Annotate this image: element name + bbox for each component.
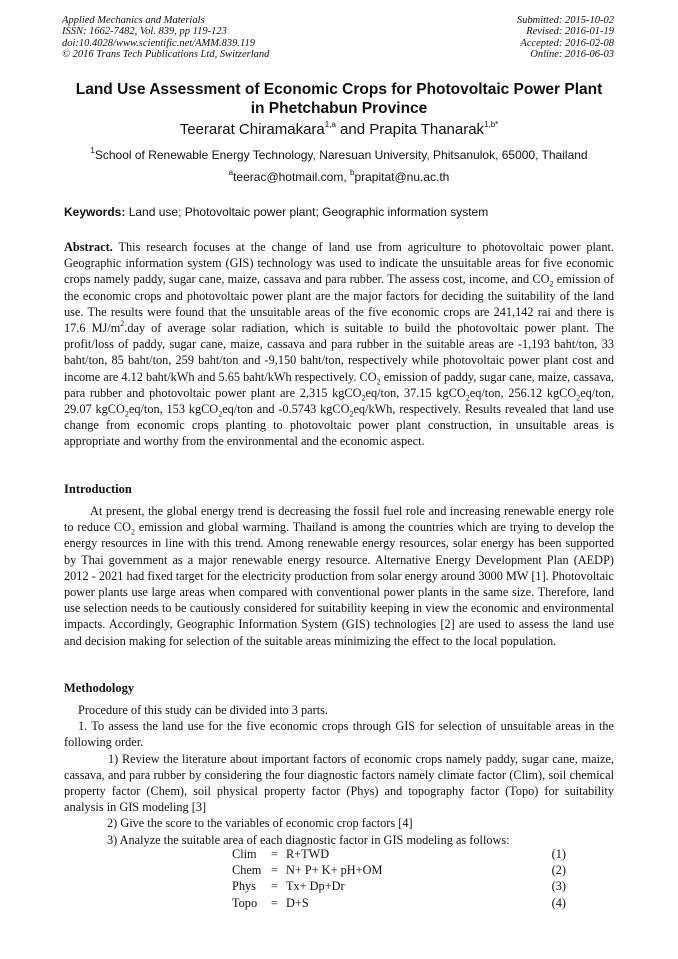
introduction-body xyxy=(64,503,614,649)
methodology-intro: Procedure of this study can be divided into 3 parts. xyxy=(78,703,328,717)
keywords-label: Keywords: xyxy=(64,205,126,219)
equation-row xyxy=(64,878,566,894)
date-revised: Revised: 2016-01-19 xyxy=(526,26,614,38)
abstract-text: eq/ton, 29.07 kgCO xyxy=(64,385,615,417)
equation-number: (4) xyxy=(551,895,566,910)
abstract-text: .day of average solar radiation, which is suitable to build the photovoltaic power plant. The profit/loss of paddy, sugar cane, maize, cassava and para rubber in the suitable areas are -1,193 baht/ton, 33 baht/ton, 85 baht/ton, 259 baht/ton and -9,150 baht/ton, respectively while photovoltaic power plant cost and income are 4.12 baht/kWh and 5.65 baht/kWh respectively. CO xyxy=(64,321,614,384)
author-line xyxy=(40,121,638,139)
methodology-body xyxy=(64,702,614,848)
journal-info xyxy=(62,15,269,60)
title-line-1: Land Use Assessment of Economic Crops for Photovoltaic Power Plant xyxy=(75,81,603,98)
equation-equals: = xyxy=(271,847,278,861)
abstract-label: Abstract. xyxy=(64,240,113,254)
subscript: 2 xyxy=(549,279,554,289)
keywords-text: Land use; Photovoltaic power plant; Geographic information system xyxy=(125,205,489,219)
author-2-affil: 1,b* xyxy=(484,120,499,129)
journal-doi: doi:10.4028/www.scientific.net/AMM.839.119 xyxy=(62,37,255,49)
superscript: 2 xyxy=(120,318,125,328)
author-1: Teerarat Chiramakara xyxy=(179,121,325,138)
abstract-text: eq/ton, 153 kgCO xyxy=(128,402,219,417)
email-a: teerac@hotmail.com, xyxy=(233,170,350,184)
equation-equals: = xyxy=(271,895,278,910)
equation-list xyxy=(64,846,566,911)
equation-number: (2) xyxy=(551,863,566,878)
equation-lhs: Phys xyxy=(232,879,256,894)
date-submitted: Submitted: 2015-10-02 xyxy=(516,15,614,26)
subscript: 2 xyxy=(361,393,366,403)
equation-number: (3) xyxy=(551,879,566,894)
equation-rhs: D+S xyxy=(286,895,309,910)
author-1-affil: 1,a xyxy=(324,120,336,129)
methodology-substep-3: 3) Analyze the suitable area of each diagnostic factor in GIS modeling as follows: xyxy=(107,832,510,847)
subscript: 2 xyxy=(465,393,470,403)
email-b: prapitat@nu.ac.th xyxy=(354,170,450,184)
author-2: Prapita Thanarak xyxy=(369,121,485,138)
equation-equals: = xyxy=(271,879,278,894)
abstract-text: This research focuses at the change of land use from agriculture to photovoltaic power plant. Geographic information system (GIS) technology was used to indicate the unsuitable areas for five economic crops namely paddy, sugar cane, maize, cassava and para rubber. The assess cost, income, and CO xyxy=(64,240,614,287)
equation-row xyxy=(64,895,566,911)
email-a-marker: a xyxy=(228,168,234,177)
abstract-text: eq/ton and -0.5743 kgCO xyxy=(222,402,350,417)
date-online: Online: 2016-06-03 xyxy=(530,48,614,60)
abstract-text: emission of paddy, sugar cane, maize, cassava, para rubber and photovoltaic power plant are 2,315 kgCO xyxy=(64,369,614,400)
subscript: 2 xyxy=(376,377,381,387)
equation-row xyxy=(64,862,566,878)
subscript: 2 xyxy=(218,409,223,419)
subscript: 2 xyxy=(349,409,354,419)
abstract-text: eq/ton, 37.15 kgCO xyxy=(365,385,466,400)
equation-lhs: Clim xyxy=(232,847,257,861)
methodology-substep-2: 2) Give the score to the variables of economic crop factors [4] xyxy=(107,816,413,831)
paper-title xyxy=(40,80,638,118)
equation-rhs: N+ P+ K+ pH+OM xyxy=(286,863,383,878)
date-accepted: Accepted: 2016-02-08 xyxy=(520,37,614,49)
email-b-marker: b xyxy=(349,168,355,177)
abstract-text: emission of the economic crops and photovoltaic power plant are the major factors for deciding the suitability of the land use. The results were found that the unsuitable areas of the five economic crops are 241,142 rai and there is 17.6 MJ/m xyxy=(64,272,614,336)
keywords xyxy=(64,205,624,220)
title-line-2: in Phetchabun Province xyxy=(250,100,428,117)
journal-copyright: © 2016 Trans Tech Publications Ltd, Switzerland xyxy=(62,48,270,60)
equation-lhs: Topo xyxy=(232,895,258,910)
equation-number: (1) xyxy=(551,847,566,861)
subscript: 2 xyxy=(124,409,129,419)
subscript: 2 xyxy=(131,527,135,537)
introduction-paragraph xyxy=(64,503,614,649)
affiliation-number: 1 xyxy=(90,146,95,155)
publication-dates xyxy=(517,15,614,60)
equation-rhs: Tx+ Dp+Dr xyxy=(286,879,345,894)
equation-equals: = xyxy=(271,863,278,878)
methodology-substep-1: 1) Review the literature about important factors of economic crops namely paddy, sugar cane, maize, cassava, and para rubber by considering the four diagnostic factors namely climate factor (Clim), soil chemical property factor (Chem), soil physical property factor (Phys) and topography factor (Topo) for suitability analysis in GIS modeling [3] xyxy=(64,751,614,815)
methodology-step-1: 1. To assess the land use for the five economic crops through GIS for selection of unsuitable areas in the following order. xyxy=(64,719,614,750)
introduction-text: At present, the global energy trend is decreasing the fossil fuel role and increasing renewable energy role to reduce CO xyxy=(64,504,614,535)
subscript: 2 xyxy=(576,393,581,403)
abstract xyxy=(64,239,614,450)
equation-row xyxy=(64,846,566,862)
affiliation xyxy=(30,148,648,163)
journal-name: Applied Mechanics and Materials xyxy=(62,15,205,26)
methodology-heading: Methodology xyxy=(64,681,135,695)
introduction-text: emission and global warming. Thailand is among the countries which are trying to develop the energy resources in line with this trend. Among renewable energy resources, solar energy has been supported by Thai government as a major renewable energy resource. Alternative Energy Development Plan (AEDP) 2012 - 2021 had fixed target for the electricity production from solar energy around 3000 MW [1]. Photovoltaic power plants use large areas when compared with conventional power plants in the same size. Therefore, land use selection needs to be cautiously considered for suitability keeping in view the economic and environmental impacts. Accordingly, Geographic Information System (GIS) technologies [2] are used to assess the land use and decision making for selection of the suitable areas minimizing the effect to the local population. xyxy=(64,520,614,648)
journal-issn: ISSN: 1662-7482, Vol. 839, pp 119-123 xyxy=(62,26,227,38)
author-emails xyxy=(40,170,638,185)
abstract-text: eq/ton, 256.12 kgCO xyxy=(469,385,577,400)
introduction-heading: Introduction xyxy=(64,482,132,496)
author-and: and xyxy=(335,121,370,138)
affiliation-text: School of Renewable Energy Technology, Naresuan University, Phitsanulok, 65000, Thailand xyxy=(94,148,588,162)
equation-lhs: Chem xyxy=(232,863,262,878)
abstract-text: eq/kWh, respectively. Results revealed that land use change from economic crops planting to photovoltaic power plant construction, in unsuitable areas is appropriate and worthy from the environmental and the economic aspect. xyxy=(64,402,614,449)
equation-rhs: R+TWD xyxy=(286,847,330,861)
